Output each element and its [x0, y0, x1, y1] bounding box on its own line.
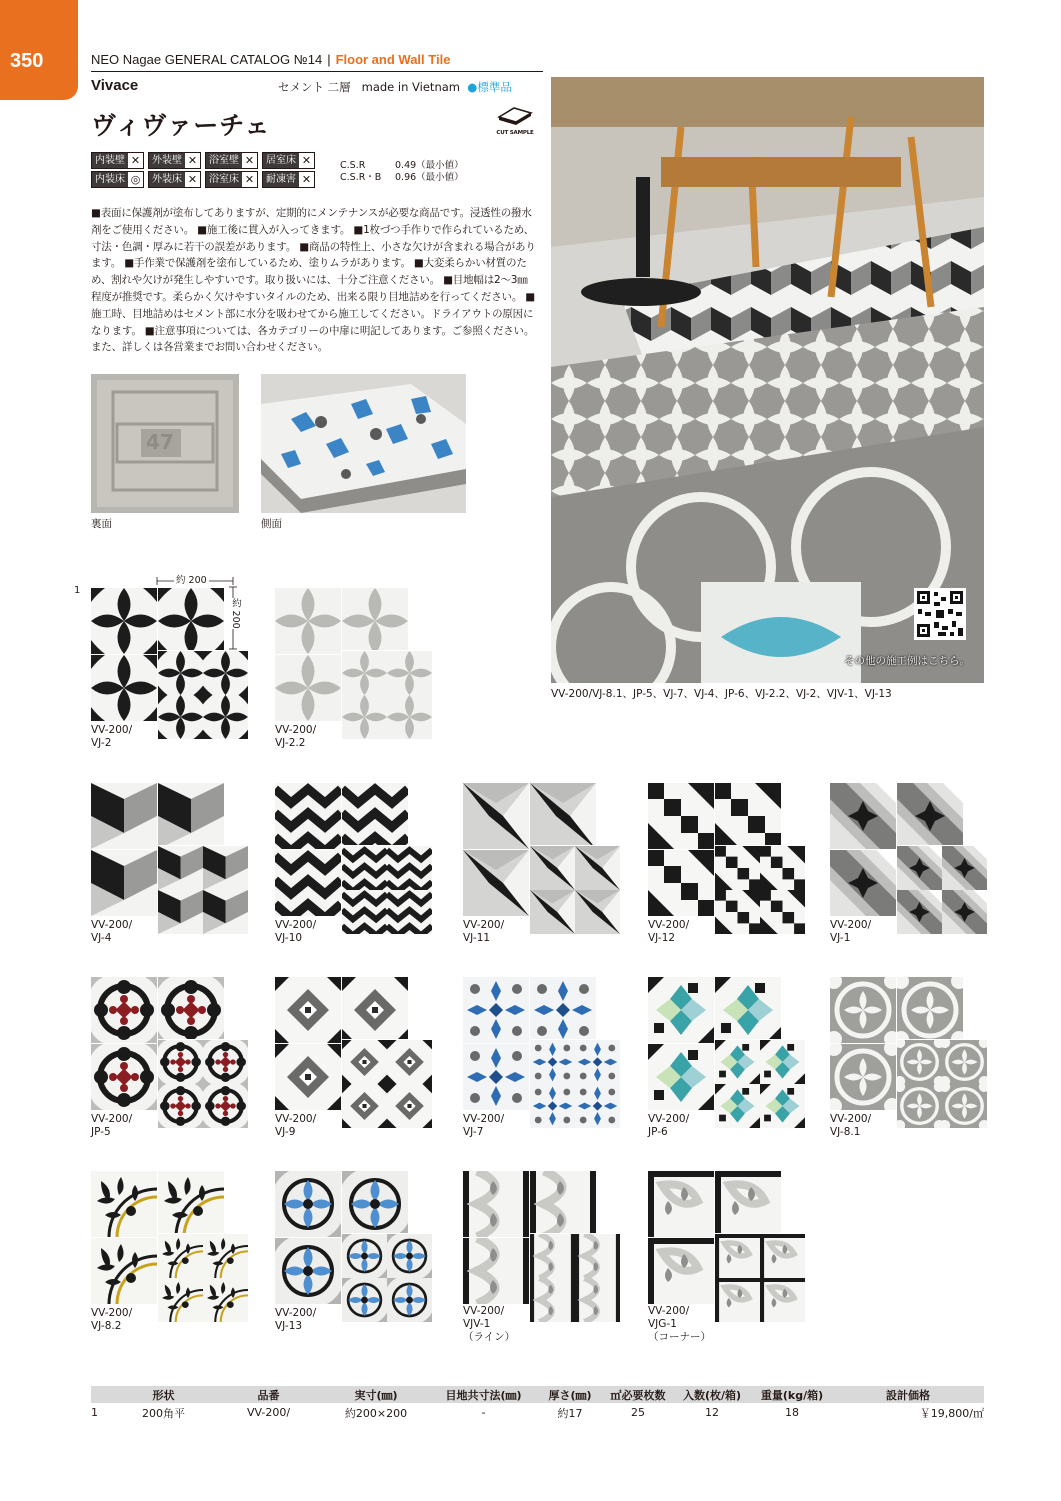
height-dimension: 約 200 — [222, 598, 242, 629]
row-number: 1 — [74, 585, 81, 596]
csrb-value: 0.96（最小値） — [395, 172, 464, 183]
usage-item: 外装壁 ✕ — [148, 152, 201, 169]
swatch-code: VV-200/ — [830, 1113, 872, 1125]
swatch-code: VJ-4 — [91, 932, 112, 944]
swatch-code: VJ-13 — [275, 1320, 303, 1332]
swatch-code: VV-200/ — [275, 1113, 317, 1125]
swatch-code: VJ-12 — [648, 932, 676, 944]
spec-header: ㎡必要枚数 — [604, 1386, 672, 1403]
side-caption: 側面 — [261, 518, 282, 530]
swatch-code: VV-200/ — [91, 919, 133, 931]
swatch-code: VJG-1 — [648, 1318, 677, 1330]
qr-code[interactable] — [914, 588, 966, 640]
swatch-code: VV-200/ — [91, 1113, 133, 1125]
spec-header: 品番 — [216, 1386, 321, 1403]
tile-swatch — [463, 977, 621, 1128]
spec-header-row — [91, 1386, 984, 1403]
swatch-caption — [648, 919, 689, 945]
swatch-code: VJ-2.2 — [275, 737, 306, 749]
installation-caption: VV-200/VJ-8.1、JP-5、VJ-7、VJ-4、JP-6、VJ-2.2、VJ-2、VJV-1、VJ-13 — [551, 688, 892, 700]
swatch-caption — [830, 1113, 871, 1139]
tile-swatch — [91, 977, 249, 1128]
tile-swatch — [91, 588, 249, 739]
swatch-caption — [91, 724, 132, 750]
tile-swatch — [275, 1171, 433, 1322]
swatch-code: VJV-1 — [463, 1318, 491, 1330]
usage-item: 浴室壁 ✕ — [205, 152, 258, 169]
swatch-caption — [830, 919, 871, 945]
swatch-code: JP-5 — [91, 1126, 111, 1138]
tile-swatch — [275, 977, 433, 1128]
tile-swatch — [275, 588, 433, 739]
usage-icons — [91, 152, 328, 190]
spec-header — [91, 1386, 111, 1403]
spec-header: 入数(枚/箱) — [672, 1386, 752, 1403]
swatch-code: VV-200/ — [463, 1305, 505, 1317]
swatch-code: VV-200/ — [275, 724, 317, 736]
usage-item: 浴室床 ✕ — [205, 171, 258, 188]
spec-cell: 約17 — [557, 1406, 583, 1420]
swatch-code: （コーナー） — [648, 1331, 711, 1343]
swatch-code: VV-200/ — [463, 919, 505, 931]
swatch-code: VV-200/ — [648, 1305, 690, 1317]
usage-row — [91, 152, 328, 169]
swatch-code: VJ-8.2 — [91, 1320, 122, 1332]
spec-header: 設計価格 — [832, 1386, 984, 1403]
tile-swatch — [830, 783, 988, 934]
cut-sample-mark — [496, 104, 534, 136]
tile-swatch — [275, 783, 433, 934]
usage-item: 内装壁 ✕ — [91, 152, 144, 169]
csrb-label: C.S.R・B — [340, 172, 382, 183]
swatch-code: VJ-9 — [275, 1126, 296, 1138]
side-photo — [261, 374, 466, 513]
swatch-caption — [463, 919, 504, 945]
swatch-caption — [648, 1113, 689, 1139]
page-number: 350 — [10, 50, 44, 72]
catalog-header — [91, 52, 450, 67]
material-label: セメント 二層 — [278, 80, 351, 94]
catalog-category: Floor and Wall Tile — [335, 52, 451, 67]
spec-table — [91, 1386, 984, 1422]
spec-cell: 25 — [631, 1406, 645, 1419]
spec-header: 重量(kg/箱) — [752, 1386, 832, 1403]
standard-label: 標準品 — [477, 80, 512, 94]
spec-cell: - — [481, 1406, 486, 1419]
product-subinfo — [278, 79, 512, 95]
csr-label: C.S.R — [340, 160, 366, 171]
swatch-code: VV-200/ — [463, 1113, 505, 1125]
usage-item: 居室床 ✕ — [262, 152, 315, 169]
spec-cell: 18 — [785, 1406, 799, 1419]
tile-swatch — [463, 1171, 621, 1322]
cut-sample-icon — [496, 104, 534, 126]
swatch-code: VJ-7 — [463, 1126, 484, 1138]
swatch-caption — [275, 724, 316, 750]
swatch-code: JP-6 — [648, 1126, 668, 1138]
usage-item: 耐凍害 ✕ — [262, 171, 315, 188]
product-notes: ■表面に保護剤が塗布してありますが、定期的にメンテナンスが必要な商品です。浸透性の撥水剤をご使用ください。 ■施工後に貫入が入ってきます。 ■1枚づつ手作りで作られているため、寸法・色調・厚みに若干の誤差があります。 ■商品の特性上、小さな欠けが含まれる場合があります。 ■手作業で保護剤を塗布しているため、塗りムラがあります。 ■大変柔らかい材質のため、割れや欠けが発生しやすいです。取り扱いには、十分ご注意ください。 ■目地幅は2～3㎜程度が推奨です。柔らかく欠けやすいタイルのため、出来る限り目地詰めを行ってください。 ■施工時、目地詰めはセメント部に水分を吸わせてから施工してください。ドライアウトの原因になります。 ■注意事項については、各カテゴリーの中扉に明記してあります。ご参照ください。また、詳しくは各営業までお問い合わせください。 — [91, 207, 536, 354]
standard-dot-icon: ● — [467, 80, 478, 94]
spec-cell: 約200×200 — [344, 1406, 408, 1420]
back-stamp: 47 — [146, 430, 174, 454]
origin-label: made in Vietnam — [361, 80, 460, 94]
spec-cell: VV-200/ — [246, 1406, 291, 1419]
swatch-caption — [648, 1305, 711, 1344]
usage-item: 外装床 ✕ — [148, 171, 201, 188]
swatch-code: VJ-2 — [91, 737, 112, 749]
tile-swatch — [648, 783, 806, 934]
tile-swatch — [463, 783, 621, 934]
cut-sample-label: CUT SAMPLE — [496, 130, 534, 136]
swatch-code: VV-200/ — [648, 919, 690, 931]
swatch-caption — [91, 919, 132, 945]
swatch-code: （ライン） — [463, 1331, 516, 1343]
tile-swatch — [648, 977, 806, 1128]
spec-header: 厚さ(㎜) — [536, 1386, 604, 1403]
swatch-code: VV-200/ — [91, 724, 133, 736]
header-separator: | — [327, 52, 331, 67]
product-name-ja: ヴィヴァーチェ — [91, 111, 271, 140]
catalog-title: NEO Nagae GENERAL CATALOG №14 — [91, 52, 323, 67]
swatch-code: VV-200/ — [91, 1307, 133, 1319]
swatch-code: VJ-1 — [830, 932, 851, 944]
swatch-caption — [275, 1113, 316, 1139]
swatch-caption — [275, 1307, 316, 1333]
spec-cell: 12 — [705, 1406, 719, 1419]
usage-item: 内装床 ◎ — [91, 171, 144, 188]
swatch-code: VJ-11 — [463, 932, 491, 944]
tile-swatch — [648, 1171, 806, 1322]
header-rule — [91, 71, 543, 72]
csr-values — [340, 160, 464, 184]
swatch-caption — [463, 1113, 504, 1139]
spec-header: 目地共寸法(㎜) — [431, 1386, 536, 1403]
swatch-code: VJ-10 — [275, 932, 303, 944]
table-row — [91, 1403, 984, 1422]
tile-swatch — [91, 783, 249, 934]
swatch-code: VJ-8.1 — [830, 1126, 861, 1138]
qr-caption: その他の施工例はこちら。 — [844, 655, 970, 667]
tile-swatch — [91, 1171, 249, 1322]
swatch-caption — [91, 1307, 132, 1333]
swatch-code: VV-200/ — [648, 1113, 690, 1125]
swatch-code: VV-200/ — [275, 1307, 317, 1319]
spec-cell: 200角平 — [142, 1406, 185, 1420]
usage-row — [91, 171, 328, 188]
csr-value: 0.49（最小値） — [395, 160, 464, 171]
swatch-code: VV-200/ — [830, 919, 872, 931]
spec-header: 実寸(㎜) — [321, 1386, 431, 1403]
swatch-caption — [91, 1113, 132, 1139]
swatch-caption — [463, 1305, 515, 1344]
back-caption: 裏面 — [91, 518, 112, 530]
series-name: Vivace — [91, 77, 139, 94]
spec-cell: ￥19,800/㎡ — [919, 1406, 984, 1420]
swatch-caption — [275, 919, 316, 945]
spec-cell: 1 — [91, 1406, 98, 1419]
tile-swatch — [830, 977, 988, 1128]
width-dimension: 約 200 — [174, 572, 209, 586]
spec-header: 形状 — [111, 1386, 216, 1403]
swatch-code: VV-200/ — [275, 919, 317, 931]
